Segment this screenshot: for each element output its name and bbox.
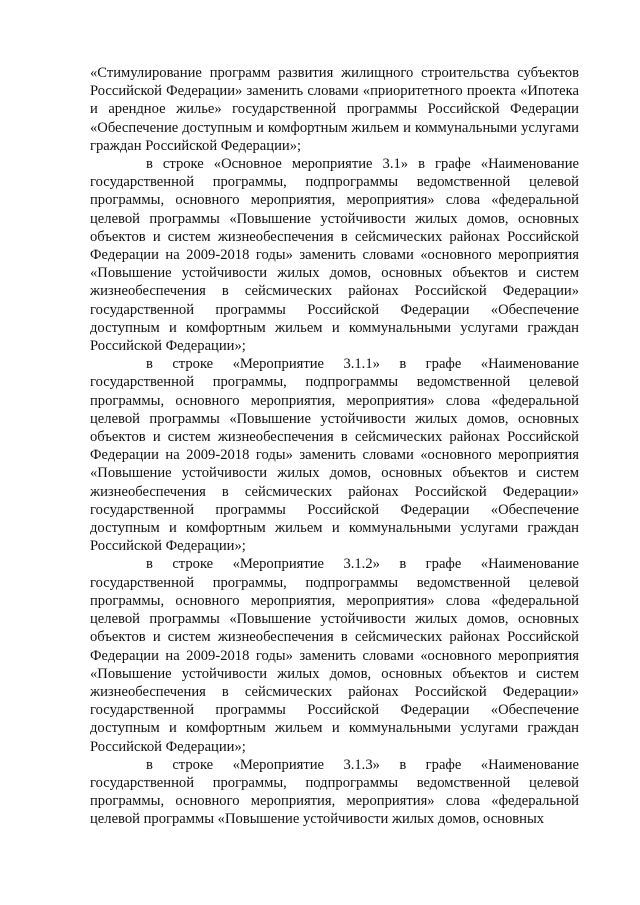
paragraph-event-3-1-1: в строке «Мероприятие 3.1.1» в графе «Наименование государственной программы, подпрограммы ведомственной целевой программы, основного мероприятия, мероприятия» слова «федеральной целевой программы «Повышение устойчивости жилых домов, основных объектов и систем жизнеобеспечения в сейсмических районах Российской Федерации на 2009-2018 годы» заменить словами «основного мероприятия «Повышение устойчивости жилых домов, основных объектов и систем жизнеобеспечения в сейсмических районах Российской Федерации» государственной программы Российской Федерации «Обеспечение доступным и комфортным жильем и коммунальными услугами граждан Российской Федерации»; [90,356,579,555]
paragraph-main-event-3-1: в строке «Основное мероприятие 3.1» в графе «Наименование государственной программы, подпрограммы ведомственной целевой программы, основного мероприятия, мероприятия» слова «федеральной целевой программы «Повышение устойчивости жилых домов, основных объектов и систем жизнеобеспечения в сейсмических районах Российской Федерации на 2009-2018 годы» заменить словами «основного мероприятия «Повышение устойчивости жилых домов, основных объектов и систем жизнеобеспечения в сейсмических районах Российской Федерации» государственной программы Российской Федерации «Обеспечение доступным и комфортным жильем и коммунальными услугами граждан Российской Федерации»; [90,156,579,355]
document-page [90,64,579,829]
paragraph-event-3-1-3: в строке «Мероприятие 3.1.3» в графе «Наименование государственной программы, подпрограммы ведомственной целевой программы, основного мероприятия, мероприятия» слова «федеральной целевой программы «Повышение устойчивости жилых домов, основных [90,756,579,828]
paragraph-event-3-1-2: в строке «Мероприятие 3.1.2» в графе «Наименование государственной программы, подпрограммы ведомственной целевой программы, основного мероприятия, мероприятия» слова «федеральной целевой программы «Повышение устойчивости жилых домов, основных объектов и систем жизнеобеспечения в сейсмических районах Российской Федерации на 2009-2018 годы» заменить словами «основного мероприятия «Повышение устойчивости жилых домов, основных объектов и систем жизнеобеспечения в сейсмических районах Российской Федерации» государственной программы Российской Федерации «Обеспечение доступным и комфортным жильем и коммунальными услугами граждан Российской Федерации»; [90,556,579,755]
paragraph-continuation: «Стимулирование программ развития жилищного строительства субъектов Российской Федерации» заменить словами «приоритетного проекта «Ипотека и арендное жилье» государственной программы Российской Федерации «Обеспечение доступным и комфортным жильем и коммунальными услугами граждан Российской Федерации»; [90,65,579,154]
